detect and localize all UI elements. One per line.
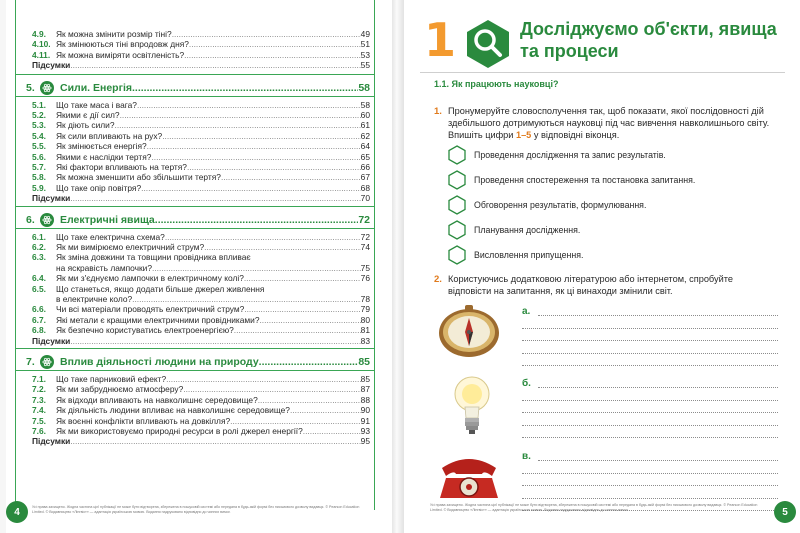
answer-line[interactable] [522, 485, 778, 486]
toc-entry[interactable] [32, 50, 370, 60]
toc-entry[interactable] [32, 384, 370, 394]
atom-icon [40, 81, 54, 95]
toc-leader-dots [258, 395, 361, 405]
subsection-title: 1.1. Як працюють науковці? [434, 79, 559, 89]
toc-entry-title: Як ми використовуємо природні ресурси в ролі джерел енергії? [56, 426, 303, 436]
toc-leader-dots [221, 172, 361, 182]
section-divider [16, 96, 374, 97]
toc-entry-number: 6.2. [32, 242, 46, 252]
toc-entry-page: 95 [360, 436, 370, 447]
toc-entry-number: 6.8. [32, 325, 46, 336]
toc-entry-title: Як діють сили? [56, 120, 115, 131]
answer-line[interactable] [522, 328, 778, 329]
answer-option[interactable] [448, 220, 580, 240]
toc-entry[interactable] [32, 325, 370, 335]
toc-entry[interactable] [32, 284, 370, 294]
toc-entry-page: 74 [360, 242, 370, 252]
toc-entry[interactable] [32, 273, 370, 283]
toc-entry-title: Які фактори впливають на тертя? [56, 162, 187, 172]
toc-entry-title: Як ми забруднюємо атмосферу? [56, 384, 184, 395]
toc-entry[interactable] [32, 193, 370, 203]
toc-entry-page: 81 [360, 325, 370, 336]
footer-right: Усі права захищено. Жодна частина цієї публікації не може бути відтворена, збережена в пошуковій системі або передана в будь-якій формі без письмового дозволу видавця. © Pearson Education Limited. © Видавництво «Лінгвіст» — адаптація українською мовою. Видання надруковано відповідно до чинних вимог. [430, 503, 758, 512]
answer-option[interactable] [448, 170, 695, 190]
section-divider [16, 348, 374, 349]
toc-entry-number: 5.6. [32, 151, 46, 162]
toc-entry-page: 49 [360, 29, 370, 39]
toc-entry-page: 62 [360, 130, 370, 141]
toc-entry-number: 7.6. [32, 426, 46, 436]
section-number: 5. [26, 81, 35, 94]
toc-entry-title: Що таке електрична схема? [56, 231, 165, 242]
answer-option-text: Обговорення результатів, формулювання. [474, 200, 647, 210]
toc-entry-page: 87 [360, 384, 370, 395]
toc-entry-title: Як можна зменшити або збільшити тертя? [56, 172, 221, 183]
answer-line[interactable] [538, 315, 778, 316]
toc-entry-page: 85 [360, 374, 370, 384]
toc-entry[interactable] [32, 405, 370, 415]
toc-entry-number: 6.4. [32, 273, 46, 284]
toc-entry[interactable] [32, 152, 370, 162]
toc-entry-number: 5.5. [32, 141, 46, 152]
toc-leader-dots [132, 294, 361, 304]
toc-entry[interactable] [32, 141, 370, 151]
toc-entry[interactable] [32, 29, 370, 39]
telephone-image [436, 448, 502, 505]
toc-entry-page: 67 [360, 172, 370, 183]
toc-leader-dots [165, 232, 361, 242]
toc-entry[interactable] [32, 100, 370, 110]
chapter-number: 1 [424, 13, 457, 67]
toc-leader-dots [151, 152, 360, 162]
toc-entry-page: 64 [360, 141, 370, 152]
toc-entry[interactable] [32, 120, 370, 130]
section-page: 58 [358, 81, 370, 94]
toc-entry-page: 93 [360, 426, 370, 436]
toc-entry-page: 75 [360, 262, 370, 273]
answer-option-text: Проведення спостереження та постановка запитання. [474, 175, 696, 185]
toc-entry-title: Як воєнні конфлікти впливають на довкілля? [56, 415, 231, 426]
toc-entry-page: 58 [360, 99, 370, 110]
toc-entry-title: Якими є дії сил? [56, 110, 120, 120]
toc-entry-title: Як безпечно користуватись електроенергією? [56, 325, 234, 336]
answer-line[interactable] [522, 437, 778, 438]
toc-entry-number: 4.9. [32, 29, 46, 39]
chapter-title: Досліджуємо об'єкти, явища та процеси [520, 19, 777, 61]
toc-entry-page: 55 [360, 60, 370, 71]
number-box[interactable] [448, 220, 466, 240]
toc-entry-page: 70 [360, 193, 370, 204]
toc-entry-page: 79 [360, 304, 370, 315]
toc-leader-dots [187, 162, 361, 172]
toc-entry[interactable] [32, 39, 370, 49]
toc-leader-dots [70, 193, 360, 203]
answer-line[interactable] [522, 400, 778, 401]
toc-leader-dots [70, 60, 360, 70]
section-heading[interactable] [26, 212, 370, 228]
section-leader-dots [132, 82, 358, 94]
toc-leader-dots [234, 325, 361, 335]
toc-entry-title: Що таке маса і вага? [56, 99, 137, 110]
toc-entry-title: на яскравість лампочки? [56, 262, 153, 273]
toc-leader-dots [290, 405, 361, 415]
section-leader-dots [259, 356, 359, 368]
toc-entry-title: Як можна змінити розмір тіні? [56, 29, 172, 39]
question-1-number: 1. [434, 106, 442, 117]
toc-leader-dots [230, 416, 361, 426]
answer-line[interactable] [538, 460, 778, 461]
number-box[interactable] [448, 245, 466, 265]
toc-entry-page: 60 [360, 110, 370, 120]
toc-entry-number: 7.4. [32, 405, 46, 416]
toc-entry-page: 83 [360, 335, 370, 346]
toc-entry-page: 72 [360, 231, 370, 242]
toc-entry-number: 4.10. [32, 39, 51, 50]
toc-entry-title: Як діяльність людини впливає на навколишнє середовище? [56, 405, 290, 416]
toc-entry[interactable] [32, 336, 370, 346]
toc-leader-dots [166, 374, 361, 384]
toc-entry-page: 66 [360, 162, 370, 172]
compass-image [436, 303, 502, 364]
toc-entry-title: Якими є наслідки тертя? [56, 151, 152, 162]
toc-leader-dots [70, 336, 360, 346]
answer-line[interactable] [522, 473, 778, 474]
section-heading[interactable] [26, 80, 370, 96]
answer-option[interactable] [448, 145, 666, 165]
toc-entry-title: Чи всі матеріали проводять електричний струм? [56, 304, 245, 315]
section-divider [16, 228, 374, 229]
toc-entry-title: Як сили впливають на рух? [56, 130, 163, 141]
section-page: 72 [358, 213, 370, 226]
toc-entry-title: Як змінюються тіні впродовж дня? [56, 39, 189, 50]
toc-entry-number: 5.3. [32, 120, 46, 131]
toc-leader-dots [162, 131, 360, 141]
toc-entry-title: Що станеться, якщо додати більше джерел живлення [56, 283, 265, 294]
toc-entry[interactable] [32, 60, 370, 70]
toc-entry[interactable] [32, 131, 370, 141]
answer-option[interactable] [448, 195, 646, 215]
toc-entry-title: Які метали є кращими електричними провідниками? [56, 314, 260, 325]
toc-entry-number: 7.2. [32, 384, 46, 395]
toc-entry-number: 5.7. [32, 162, 46, 172]
toc-entry[interactable] [32, 183, 370, 193]
toc-entry-title: Підсумки [32, 60, 71, 71]
section-divider [16, 370, 374, 371]
answer-line[interactable] [522, 353, 778, 354]
answer-line[interactable] [522, 498, 778, 499]
subsection-divider [420, 72, 785, 73]
toc-entry[interactable] [32, 315, 370, 325]
toc-entry-title: Як ми з'єднуємо лампочки в електричному колі? [56, 273, 244, 284]
atom-icon [40, 213, 54, 227]
section-leader-dots [155, 214, 359, 226]
toc-entry-number: 6.5. [32, 283, 46, 294]
toc-entry-number: 5.2. [32, 110, 46, 120]
toc-entry-title: Що таке парниковий ефект? [56, 374, 167, 384]
toc-leader-dots [141, 183, 361, 193]
toc-entry[interactable] [32, 436, 370, 446]
toc-entry[interactable] [32, 232, 370, 242]
toc-leader-dots [189, 39, 361, 49]
toc-entry-page: 88 [360, 394, 370, 405]
toc-leader-dots [115, 120, 361, 130]
section-divider [16, 206, 374, 207]
answer-line[interactable] [522, 340, 778, 341]
question-1-highlight: 1–5 [515, 130, 532, 140]
toc-entry-page: 53 [360, 49, 370, 60]
number-box[interactable] [448, 195, 466, 215]
toc-leader-dots [259, 315, 360, 325]
toc-entry[interactable] [32, 426, 370, 436]
toc-entry-title: Підсумки [32, 193, 71, 204]
light-bulb-image [452, 374, 492, 441]
question-2-number: 2. [434, 274, 442, 285]
toc-entry[interactable] [32, 416, 370, 426]
number-box[interactable] [448, 170, 466, 190]
answer-line[interactable] [522, 425, 778, 426]
section-title: Сили. Енергія [60, 81, 133, 94]
toc-entry-number: 7.5. [32, 415, 46, 426]
toc-entry-page: 91 [360, 415, 370, 426]
section-number: 7. [26, 356, 35, 368]
magnifier-icon [462, 18, 514, 75]
toc-entry-page: 90 [360, 405, 370, 416]
toc-entry[interactable] [32, 242, 370, 252]
number-box[interactable] [448, 145, 466, 165]
toc-entry-number: 6.7. [32, 314, 46, 325]
toc-entry-page: 51 [360, 39, 370, 50]
toc-entry-title: Підсумки [32, 436, 71, 447]
toc-leader-dots [120, 110, 361, 120]
toc-entry[interactable] [32, 172, 370, 182]
toc-entry-number: 6.6. [32, 304, 46, 315]
toc-entry[interactable] [32, 110, 370, 120]
toc-leader-dots [147, 141, 361, 151]
toc-leader-dots [244, 273, 361, 283]
footer-left: Усі права захищено. Жодна частина цієї публікації не може бути відтворена, збережена в пошуковій системі або передана в будь-якій формі без письмового дозволу видавця. © Pearson Education Limited. © Видавництво «Лінгвіст» — адаптація українською мовою. Видання надруковано відповідно до чинних вимог. [32, 505, 360, 514]
page-number-left: 4 [6, 501, 28, 523]
toc-entry[interactable] [56, 263, 370, 273]
toc-entry[interactable] [32, 162, 370, 172]
toc-entry[interactable] [32, 252, 370, 262]
question-1-text-before: Пронумеруйте словосполучення так, щоб показати, якої послідовності дій здебільшого дотримуються науковці під час вивчення навколишнього світу. Впишіть цифри [448, 106, 770, 140]
toc-entry[interactable] [32, 304, 370, 314]
atom-icon [40, 355, 54, 369]
section-title: Вплив діяльності людини на природу [60, 356, 259, 368]
toc-entry-number: 5.4. [32, 130, 46, 141]
toc-leader-dots [70, 436, 360, 446]
toc-entry-title: Як ми вимірюємо електричний струм? [56, 242, 205, 252]
toc-entry-number: 7.1. [32, 374, 46, 384]
toc-entry[interactable] [32, 395, 370, 405]
question-1-text-after: у відповідні віконця. [531, 130, 620, 140]
toc-entry-title: в електричне коло? [56, 294, 133, 304]
toc-entry-number: 4.11. [32, 49, 51, 60]
answer-option-text: Планування дослідження. [474, 225, 581, 235]
toc-entry-page: 68 [360, 182, 370, 193]
toc-leader-dots [152, 263, 361, 273]
answer-option-text: Висловлення припущення. [474, 250, 584, 260]
book-gutter [392, 0, 404, 533]
answer-label: в. [522, 451, 531, 462]
toc-entry-number: 6.1. [32, 231, 46, 242]
toc-entry-number: 5.1. [32, 99, 46, 110]
section-title: Електричні явища [60, 213, 155, 226]
toc-leader-dots [172, 29, 361, 39]
toc-leader-dots [137, 100, 361, 110]
toc-entry-title: Як змінюється енергія? [56, 141, 147, 152]
answer-line[interactable] [522, 365, 778, 366]
toc-leader-dots [184, 50, 361, 60]
section-number: 6. [26, 213, 35, 226]
toc-entry-title: Як відходи впливають на навколишнє середовище? [56, 394, 258, 405]
answer-label: б. [522, 378, 531, 389]
toc-entry[interactable] [56, 294, 370, 304]
section-heading[interactable] [26, 354, 370, 370]
answer-option-text: Проведення дослідження та запис результатів. [474, 150, 666, 160]
answer-label: а. [522, 306, 531, 317]
toc-entry-page: 61 [360, 120, 370, 131]
answer-line[interactable] [522, 412, 778, 413]
section-divider [16, 74, 374, 75]
toc-entry[interactable] [32, 374, 370, 384]
toc-entry-title: Що таке опір повітря? [56, 182, 142, 193]
toc-entry-page: 78 [360, 294, 370, 304]
page-number-right: 5 [774, 501, 796, 523]
toc-entry-number: 7.3. [32, 394, 46, 405]
answer-option[interactable] [448, 245, 583, 265]
toc-entry-page: 76 [360, 273, 370, 284]
toc-entry-page: 80 [360, 314, 370, 325]
section-page: 85 [358, 356, 370, 368]
toc-leader-dots [303, 426, 361, 436]
toc-leader-dots [183, 384, 360, 394]
question-1-text [448, 105, 778, 141]
toc-entry-title: Підсумки [32, 335, 71, 346]
toc-leader-dots [244, 304, 360, 314]
toc-entry-number: 5.8. [32, 172, 46, 183]
answer-line[interactable] [538, 387, 778, 388]
toc-entry-title: Як можна виміряти освітленість? [56, 49, 185, 60]
toc-entry-number: 5.9. [32, 182, 46, 193]
toc-leader-dots [204, 242, 361, 252]
toc-entry-number: 6.3. [32, 252, 46, 263]
toc-entry-page: 65 [360, 151, 370, 162]
question-2-text: Користуючись додатковою літературою або інтернетом, спробуйте відповісти на запитання, як ці винаходи змінили світ. [448, 274, 733, 296]
toc-entry-title: Як зміна довжини та товщини провідника впливає [56, 252, 251, 263]
